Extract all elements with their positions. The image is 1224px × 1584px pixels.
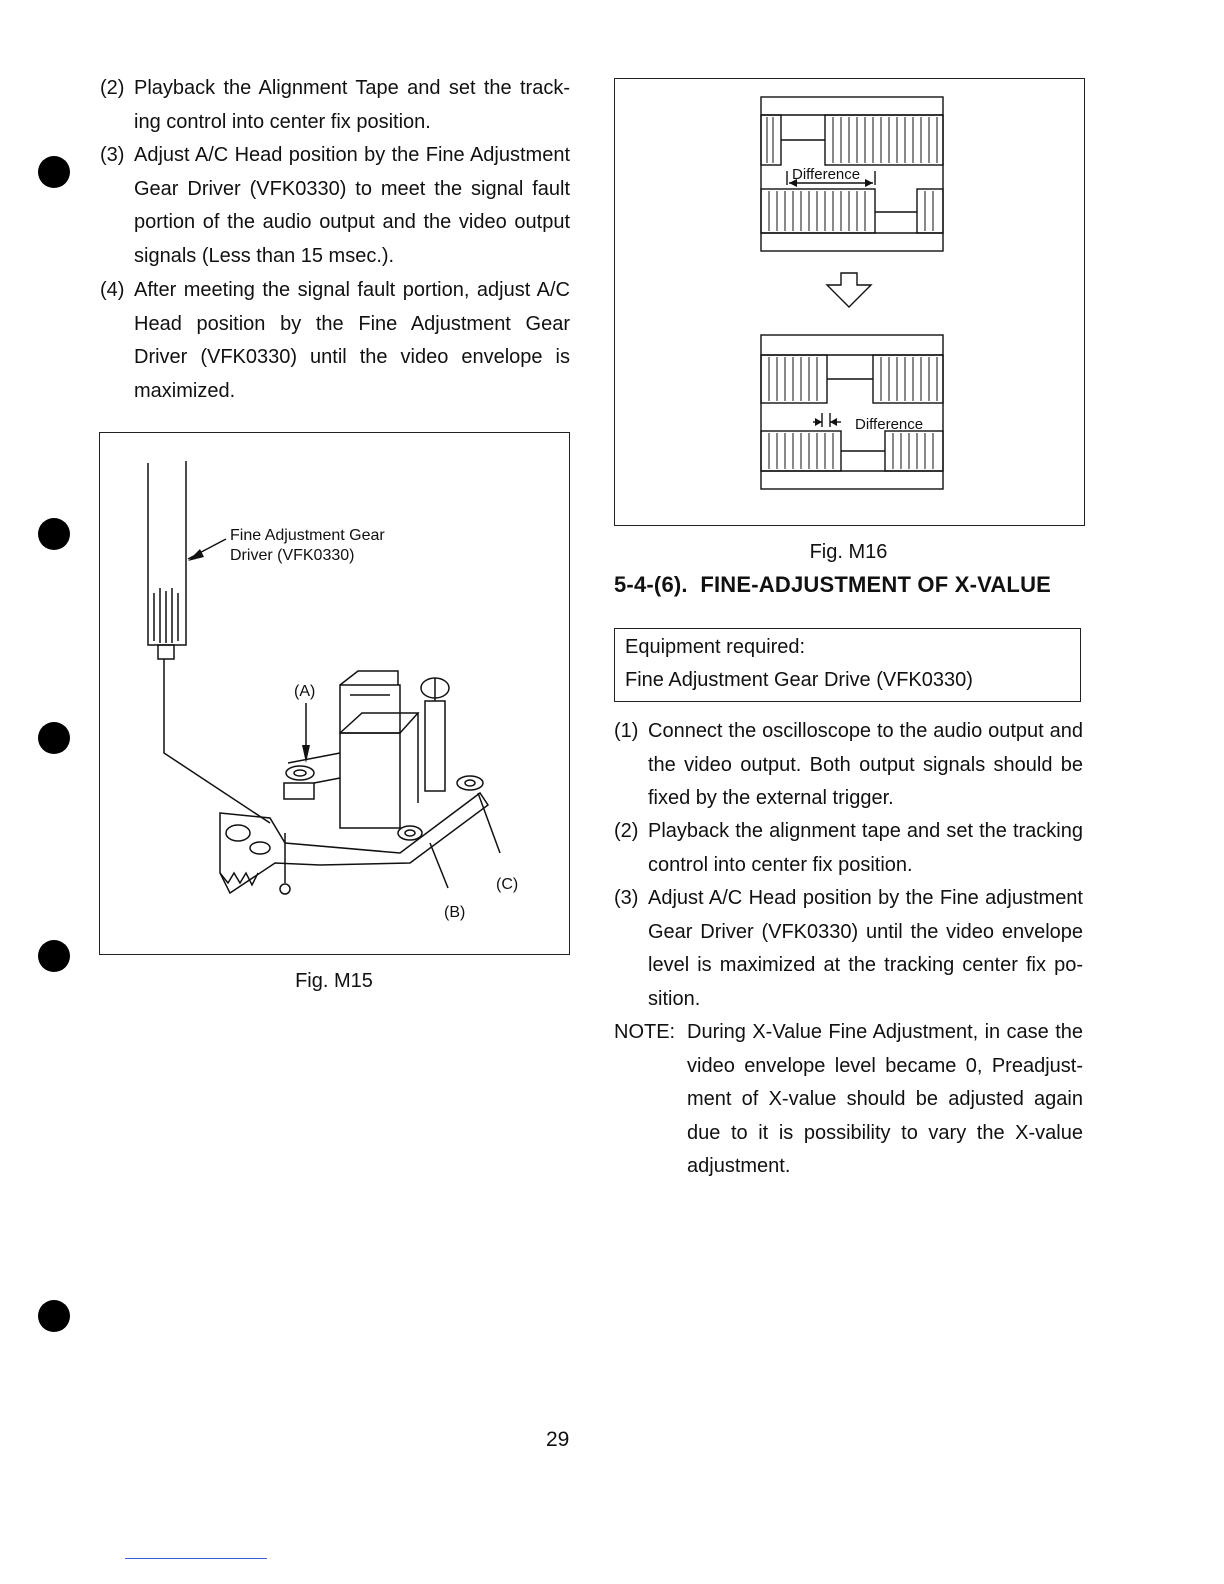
fig-m16-frame — [614, 78, 1085, 526]
fig-m15-label-a: (A) — [294, 683, 316, 700]
fig-m15-callout-line2: Driver (VFK0330) — [230, 547, 355, 564]
fig-m16-difference-bottom: Difference — [855, 416, 924, 433]
punch-hole — [38, 518, 70, 550]
step-text: Connect the oscilloscope to the audio output and the video output. Both output signals should be fixed by the external trigger. — [648, 720, 1083, 810]
section-heading: 5-4-(6). FINE-ADJUSTMENT OF X-VALUE — [614, 572, 1052, 597]
right-step-3 — [614, 882, 1083, 1016]
step-number: (1) — [614, 720, 639, 742]
step-number: (3) — [614, 887, 639, 909]
note-text: During X-Value Fine Adjustment, in case the video envelope level became 0, Preadjust-ment of X-value should be adjusted again due to it is possibility to vary the X-value adjustment. — [687, 1021, 1083, 1178]
scan-artifact-line — [125, 1558, 267, 1559]
left-step-2 — [100, 72, 570, 139]
note-label: NOTE: — [614, 1021, 676, 1043]
equipment-item: Fine Adjustment Gear Drive (VFK0330) — [625, 669, 973, 691]
punch-hole — [38, 156, 70, 188]
step-text: Playback the alignment tape and set the tracking control into center fix position. — [648, 820, 1083, 876]
fig-m15-callout-line1: Fine Adjustment Gear — [230, 527, 385, 544]
fig-m15-label-b: (B) — [444, 904, 466, 921]
step-number: (2) — [614, 820, 639, 842]
fig-m16-caption: Fig. M16 — [809, 541, 888, 563]
left-step-3 — [100, 139, 570, 273]
fig-m15-frame — [99, 432, 570, 955]
page-number: 29 — [546, 1428, 570, 1451]
fig-m15-caption: Fig. M15 — [295, 970, 373, 992]
right-step-1 — [614, 715, 1083, 816]
step-text: After meeting the signal fault portion, adjust A/C Head position by the Fine Adjustment Gear Driver (VFK0330) until the video envelope is maximized. — [134, 279, 570, 402]
right-step-2 — [614, 815, 1083, 882]
step-number: (4) — [100, 279, 125, 301]
step-number: (3) — [100, 144, 125, 166]
equipment-label: Equipment required: — [625, 636, 806, 658]
left-step-4 — [100, 274, 570, 408]
step-text: Adjust A/C Head position by the Fine Adjustment Gear Driver (VFK0330) to meet the signal fault portion of the audio output and the video output signals (Less than 15 msec.). — [134, 144, 570, 267]
step-text: Playback the Alignment Tape and set the track-ing control into center fix position. — [134, 77, 570, 133]
fig-m16-difference-top: Difference — [792, 166, 861, 183]
note — [614, 1016, 1083, 1184]
step-text: Adjust A/C Head position by the Fine adjustment Gear Driver (VFK0330) until the video envelope level is maximized at the tracking center fix po-sition. — [648, 887, 1083, 1010]
fig-m16-diagram — [615, 79, 1084, 525]
equipment-box — [614, 628, 1081, 702]
punch-hole — [38, 940, 70, 972]
fig-m15-diagram — [100, 433, 569, 954]
fig-m15-label-c: (C) — [496, 876, 519, 893]
step-number: (2) — [100, 77, 125, 99]
punch-hole — [38, 722, 70, 754]
punch-hole — [38, 1300, 70, 1332]
